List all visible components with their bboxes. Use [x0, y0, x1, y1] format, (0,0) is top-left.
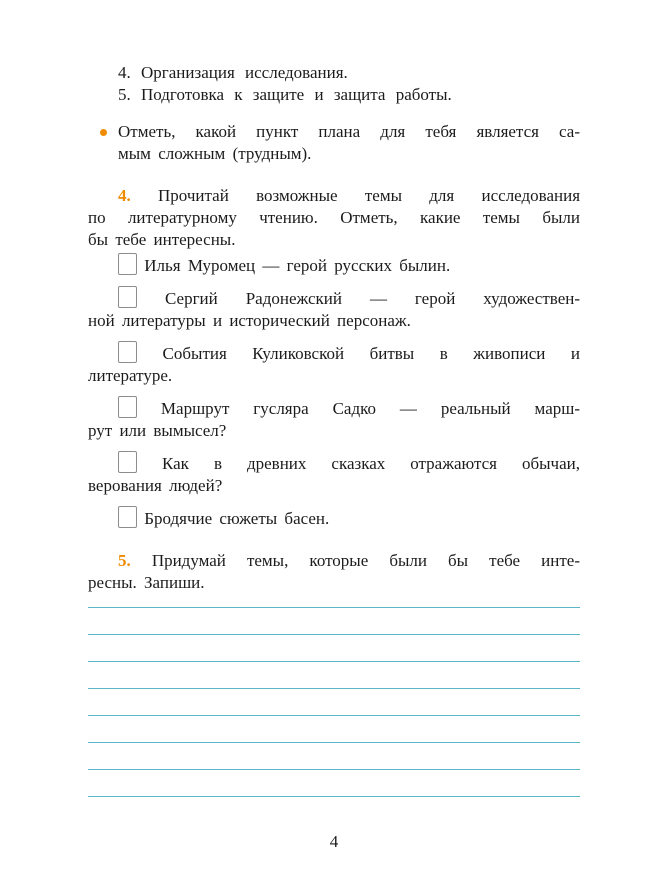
topic-option-line: [88, 286, 580, 310]
note-line: мым сложным (трудным).: [118, 144, 312, 163]
topic-option-line: [88, 253, 580, 277]
topic-option: [88, 506, 580, 530]
topic-option-line: литературе.: [88, 366, 173, 385]
topic-option-line: рут или вымысел?: [88, 421, 227, 440]
topic-option-line: [88, 451, 580, 475]
task-4-line: бы тебе интересны.: [88, 230, 236, 249]
bullet-icon: [100, 129, 107, 136]
topic-option: [88, 396, 580, 442]
writing-line: [88, 634, 580, 661]
task-5-number: 5.: [118, 551, 131, 570]
topic-option: [88, 341, 580, 387]
topic-options-list: [88, 253, 580, 530]
topic-checkbox[interactable]: [118, 506, 137, 528]
topic-option-line: верования людей?: [88, 476, 223, 495]
task-4-text: Прочитай возможные темы для исследования: [158, 186, 580, 205]
topic-option-label: Илья Муромец — герой русских былин.: [144, 256, 451, 275]
task-4-number: 4.: [118, 186, 131, 205]
task-5-text: Придумай темы, которые были бы тебе инте-: [151, 551, 580, 570]
topic-checkbox[interactable]: [118, 253, 137, 275]
page-content: [88, 0, 580, 853]
topic-option-line: [88, 506, 580, 530]
topic-option-label: Сергий Радонежский — герой художествен-: [164, 289, 580, 308]
page-number: 4: [329, 832, 339, 851]
topic-option: [88, 253, 580, 277]
writing-line: [88, 742, 580, 769]
note-line: Отметь, какой пункт плана для тебя является са-: [118, 122, 580, 141]
topic-option-label: Бродячие сюжеты басен.: [144, 509, 330, 528]
topic-checkbox[interactable]: [118, 341, 137, 363]
topic-option-line: [88, 396, 580, 420]
task-5-line: ресны. Запиши.: [88, 573, 205, 592]
task-5: [88, 550, 580, 594]
topic-option-label: Как в древних сказках отражаются обычаи,: [162, 454, 580, 473]
writing-line: [88, 661, 580, 688]
writing-line: [88, 796, 580, 823]
topic-option: [88, 286, 580, 332]
topic-checkbox[interactable]: [118, 396, 137, 418]
writing-line: [88, 769, 580, 796]
topic-checkbox[interactable]: [118, 286, 137, 308]
plan-list-item: 5. Подготовка к защите и защита работы.: [118, 85, 452, 104]
task-4-line: по литературному чтению. Отметь, какие темы были: [88, 208, 580, 227]
topic-checkbox[interactable]: [118, 451, 137, 473]
topic-option-line: ной литературы и исторический персонаж.: [88, 311, 411, 330]
writing-line: [88, 607, 580, 634]
task-4: [88, 185, 580, 251]
task-5-line: [88, 550, 580, 572]
task-4-line: [88, 185, 580, 207]
instruction-note: [88, 121, 580, 165]
plan-list-item: 4. Организация исследования.: [118, 63, 348, 82]
writing-lines-area: [88, 607, 580, 823]
topic-option: [88, 451, 580, 497]
topic-option-line: [88, 341, 580, 365]
topic-option-label: События Куликовской битвы в живописи и: [162, 344, 580, 363]
writing-line: [88, 688, 580, 715]
topic-option-label: Маршрут гусляра Садко — реальный марш-: [160, 399, 580, 418]
writing-line: [88, 715, 580, 742]
